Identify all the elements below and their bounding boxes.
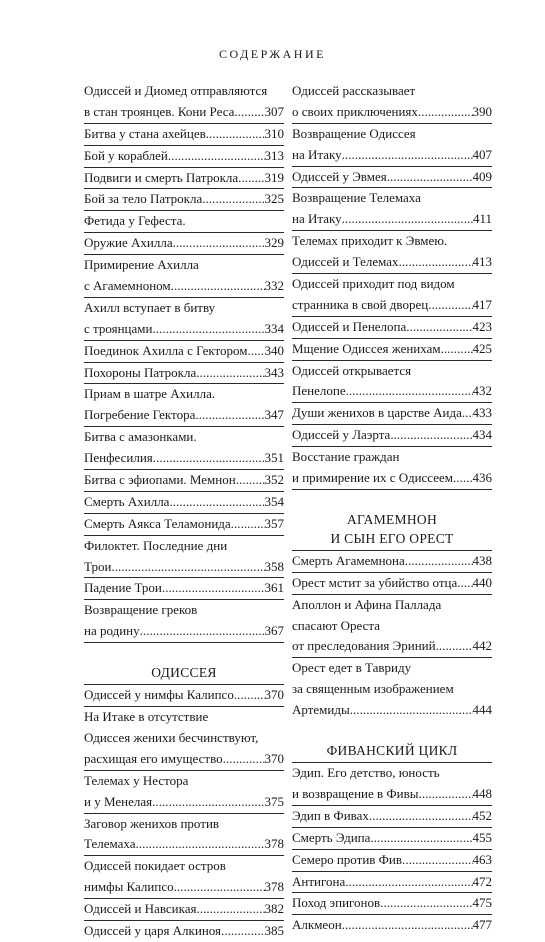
toc-entry-last-line [84,319,284,340]
toc-entry [292,317,492,339]
leader-dots [342,145,473,166]
toc-entry-last-line [292,295,492,316]
toc-entry [292,231,492,274]
toc-entry-last-line [84,276,284,297]
page-number: 367 [264,623,284,639]
page-number: 378 [264,879,284,895]
page-number: 340 [264,342,284,358]
toc-entry-line: Одиссея женихи бесчинствуют, [84,729,259,745]
leader-dots [169,492,264,513]
toc-entry [292,551,492,573]
toc-entry-title: Семеро против Фив [292,851,403,867]
toc-entry-title: странника в свой дворец [292,296,429,312]
toc-entry-last-line [84,470,284,491]
toc-entry [292,81,492,124]
toc-entry-last-line [84,492,284,513]
page-number: 382 [264,901,284,917]
toc-entry [84,492,284,514]
leader-dots [418,102,473,123]
toc-entry [292,872,492,894]
toc-entry [84,578,284,600]
toc-entry [292,167,492,189]
page-number: 463 [472,851,492,867]
toc-entry-last-line [84,146,284,167]
page-number: 385 [264,922,284,938]
toc-entry-title: Артемиды [292,702,350,718]
toc-entry-title: на Итаку [292,211,342,227]
toc-entry [292,124,492,167]
leader-dots [153,448,265,469]
toc-entry-title: на родину [84,623,140,639]
toc-entry-last-line [84,685,284,706]
page-number: 472 [472,873,492,889]
leader-dots [152,319,264,340]
toc-entry-last-line [292,317,492,338]
toc-entry-title: Пенелопе [292,383,346,399]
toc-entry-title: Падение Трои [84,580,162,596]
toc-column-right [292,81,492,936]
spacer [84,643,284,663]
leader-dots [173,233,265,254]
page-title: СОДЕРЖАНИЕ [219,47,326,61]
toc-entry [292,893,492,915]
page-number: 354 [264,493,284,509]
toc-entry [292,806,492,828]
toc-entry-title: и примирение их с Одиссеем [292,470,453,486]
toc-entry [84,298,284,341]
toc-entry-line: Возвращение Одиссея [292,125,416,141]
toc-entry-last-line [84,189,284,210]
toc-entry-last-line [84,233,284,254]
page-number: 347 [264,407,284,423]
leader-dots [342,915,473,936]
toc-entry-title: Поход эпигонов [292,895,381,911]
toc-entry-line: Примирение Ахилла [84,257,199,273]
toc-entry [84,600,284,643]
page-number: 434 [472,427,492,443]
page-number: 411 [472,211,492,227]
toc-entry [84,427,284,470]
toc-entry-last-line [292,102,492,123]
toc-entry-last-line [84,341,284,362]
toc-entry-last-line [84,899,284,920]
toc-group [292,763,492,936]
page-number: 475 [472,895,492,911]
toc-entry-line: Ахилл вступает в битву [84,299,216,315]
page-number: 438 [472,552,492,568]
leader-dots [405,551,473,572]
leader-dots [350,700,473,721]
toc-entry-title: Битва у стана ахейцев [84,125,206,141]
toc-entry-title: от преследования Эриний [292,638,436,654]
page-number: 413 [472,254,492,270]
toc-entry-line: Эдип. Его детство, юность [292,765,440,781]
leader-dots [402,850,472,871]
toc-entry-title: с троянцами [84,320,153,336]
toc-entry-title: и возвращение в Фивы [292,785,419,801]
page-number: 319 [264,169,284,185]
toc-entry-line: Восстание граждан [292,449,400,465]
toc-entry [292,658,492,721]
toc-entry-last-line [292,893,492,914]
toc-entry-last-line [292,468,492,489]
toc-group [84,81,284,643]
toc-entry [84,255,284,298]
toc-entry-last-line [292,828,492,849]
toc-entry-title: Орест мстит за убийство отца [292,574,458,590]
page-number: 432 [472,383,492,399]
toc-entry-title: Бой у кораблей [84,147,168,163]
toc-entry-last-line [292,573,492,594]
page-number: 425 [472,340,492,356]
toc-entry-last-line [84,792,284,813]
page-number: 378 [264,836,284,852]
toc-entry-title: Поединок Ахилла с Гектором [84,342,248,358]
leader-dots [135,834,264,855]
toc-entry-last-line [292,252,492,273]
toc-entry-line: Возвращение греков [84,602,198,618]
toc-entry-line: Филоктет. Последние дни [84,537,228,553]
page-number: 313 [264,147,284,163]
leader-dots [369,806,473,827]
toc-entry [84,81,284,124]
toc-entry-title: Трои [84,558,112,574]
toc-entry [292,763,492,806]
toc-entry [84,856,284,899]
page-number: 329 [264,235,284,251]
toc-entry [292,188,492,231]
toc-entry-last-line [292,425,492,446]
toc-entry [84,363,284,385]
toc-entry-title: Одиссей и Телемах [292,254,399,270]
leader-dots [171,276,265,297]
toc-entry-title: Пенфесилия [84,450,153,466]
toc-entry-line: Аполлон и Афина Паллада [292,596,442,612]
toc-entry-title: Похороны Патрокла [84,364,197,380]
toc-entry-last-line [292,806,492,827]
leader-dots [221,921,264,942]
toc-entry-title: о своих приключениях [292,103,418,119]
toc-entry-last-line [292,403,492,424]
page-number: 409 [472,168,492,184]
toc-entry-line: Телемах приходит к Эвмею. [292,233,448,249]
toc-entry-title: Подвиги и смерть Патрокла [84,169,239,185]
toc-entry [84,685,284,707]
toc-entry-title: в стан троянцев. Кони Реса [84,103,235,119]
page-number: 442 [472,638,492,654]
toc-entry-title: Мщение Одиссея женихам [292,340,441,356]
toc-entry [292,361,492,404]
page-number: 370 [264,750,284,766]
toc-entry-last-line [292,209,492,230]
leader-dots [174,877,265,898]
toc-entry-last-line [84,749,284,770]
toc-entry [84,168,284,190]
leader-dots [168,146,265,167]
toc-entry-line: На Итаке в отсутствие [84,709,209,725]
toc-entry-line: Одиссей и Диомед отправляются [84,83,268,98]
toc-entry [292,915,492,936]
toc-entry-last-line [84,834,284,855]
toc-entry [84,124,284,146]
toc-entry-title: Смерть Агамемнона [292,552,405,568]
page-number: 334 [264,320,284,336]
toc-entry-line: Одиссей открывается [292,362,412,378]
toc-entry-last-line [292,167,492,188]
leader-dots [441,339,473,360]
toc-entry-title: с Агамемноном [84,278,171,294]
toc-entry [84,814,284,857]
spacer [292,721,492,741]
toc-entry [84,146,284,168]
leader-dots [453,468,473,489]
toc-entry-title: Смерть Аякса Теламонида [84,515,231,531]
toc-entry-last-line [84,102,284,123]
toc-entry-title: Одиссей у нимфы Калипсо [84,687,234,703]
toc-entry-title: Одиссей и Навсикая [84,901,197,917]
page-number: 325 [264,191,284,207]
toc-entry-line: Телемах у Нестора [84,772,189,788]
toc-entry [292,425,492,447]
toc-entry-last-line [292,850,492,871]
toc-entry-title: Одиссей и Пенелопа [292,318,407,334]
toc-entry-title: Души женихов в царстве Аида [292,405,462,421]
toc-entry-line: Одиссей покидает остров [84,858,226,874]
toc-entry [292,339,492,361]
toc-entry-line: за священным изображением [292,681,454,697]
toc-entry [84,233,284,255]
toc-entry-last-line [292,145,492,166]
toc-entry-line: Битва с амазонками. [84,429,197,445]
page-number: 407 [472,146,492,162]
toc-entry-title: Эдип в Фивах [292,807,369,823]
toc-entry-title: нимфы Калипсо [84,879,174,895]
toc-entry-title: Антигона [292,873,346,889]
page-number: 332 [264,278,284,294]
page-number: 310 [264,125,284,141]
toc-entry-title: на Итаку [292,146,342,162]
leader-dots [370,828,472,849]
section-heading-theban: ФИВАНСКИЙ ЦИКЛ [292,741,492,763]
leader-dots [234,685,265,706]
toc-entry [292,595,492,659]
toc-entry [292,850,492,872]
toc-entry [84,536,284,579]
toc-entry-last-line [84,124,284,145]
toc-entry-last-line [292,700,492,721]
toc-entry [292,828,492,850]
page-number: 375 [264,793,284,809]
leader-dots [238,168,264,189]
toc-entry-line: Возвращение Телемаха [292,190,421,206]
leader-dots [419,784,473,805]
page-number: 370 [264,687,284,703]
leader-dots [223,749,265,770]
page-number: 343 [264,364,284,380]
leader-dots [234,102,264,123]
page-number: 440 [472,574,492,590]
toc-entry [84,384,284,427]
toc-entry-title: Смерть Эдипа [292,829,371,845]
leader-dots [387,167,473,188]
toc-entry-last-line [84,405,284,426]
leader-dots [248,341,265,362]
leader-dots [390,425,472,446]
toc-entry-title: Алкмеон [292,917,342,933]
toc-entry-last-line [292,784,492,805]
section-heading-agamemnon: АГАМЕМНОН [346,511,438,527]
toc-entry-title: Бой за тело Патрокла [84,191,203,207]
page-number: 433 [472,405,492,421]
toc-entry-last-line [84,921,284,942]
toc-entry-title: Фетида у Гефеста. [84,213,186,229]
toc-entry-line: Орест едет в Тавриду [292,660,412,676]
toc-entry-last-line [292,551,492,572]
leader-dots [231,514,265,535]
toc-entry-title: Одиссей у Лаэрта [292,427,391,443]
page-number: 390 [472,103,492,119]
page-number: 358 [264,558,284,574]
toc-entry [84,189,284,211]
toc-group [292,551,492,721]
leader-dots [457,573,472,594]
toc-entry [84,899,284,921]
page-number: 452 [472,807,492,823]
toc-entry-title: Телемаха [84,836,136,852]
leader-dots [380,893,472,914]
leader-dots [195,405,264,426]
leader-dots [206,124,265,145]
toc-entry [292,447,492,490]
section-heading-agamemnon-subtitle: И СЫН ЕГО ОРЕСТ [292,529,492,551]
leader-dots [399,252,473,273]
toc-entry [84,771,284,814]
page-number: 444 [472,702,492,718]
page-number: 455 [472,829,492,845]
toc-entry [84,707,284,771]
toc-entry-title: и у Менелая [84,793,153,809]
leader-dots [152,792,264,813]
page-number: 417 [472,296,492,312]
leader-dots [462,403,473,424]
toc-entry-last-line [84,557,284,578]
page-number: 352 [264,472,284,488]
toc-column-left [84,81,284,942]
toc-entry-line: Одиссей рассказывает [292,83,416,98]
toc-entry-title: Смерть Ахилла [84,493,170,509]
toc-entry-last-line [292,339,492,360]
toc-entry [84,921,284,942]
toc-entry-last-line [84,514,284,535]
toc-entry-title: расхищая его имущество [84,750,223,766]
page-number: 357 [264,515,284,531]
leader-dots [202,189,264,210]
leader-dots [111,557,264,578]
toc-entry-last-line [84,448,284,469]
toc-group [84,685,284,942]
leader-dots [406,317,472,338]
leader-dots [346,381,473,402]
toc-entry [84,470,284,492]
leader-dots [197,899,265,920]
leader-dots [236,470,265,491]
toc-entry-last-line [84,877,284,898]
toc-entry-line: Заговор женихов против [84,815,220,831]
toc-entry [84,211,284,233]
page-number: 448 [472,785,492,801]
toc-entry [84,341,284,363]
page-number: 436 [472,470,492,486]
toc-entry-title: Погребение Гектора [84,407,196,423]
page-number: 423 [472,318,492,334]
leader-dots [342,209,473,230]
toc-entry-line: Одиссей приходит под видом [292,276,455,292]
toc-entry-last-line [292,915,492,936]
toc-entry [292,403,492,425]
toc-entry-title: Одиссей у Эвмея [292,168,387,184]
toc-entry-last-line [292,381,492,402]
leader-dots [436,636,473,657]
leader-dots [140,621,265,642]
toc-entry-last-line [292,636,492,657]
toc-entry [292,573,492,595]
toc-entry-last-line [84,621,284,642]
leader-dots [196,363,264,384]
page-number: 361 [264,580,284,596]
toc-group [292,81,492,490]
page-number: 477 [472,917,492,933]
page-number: 351 [264,450,284,466]
toc-entry-last-line [84,168,284,189]
spacer [292,490,492,510]
toc-entry [292,274,492,317]
leader-dots [428,295,472,316]
toc-entry-line: спасают Ореста [292,617,381,633]
toc-entry-last-line [84,211,284,232]
toc-entry [84,514,284,536]
toc-entry-line: Приам в шатре Ахилла. [84,386,216,402]
toc-entry-title: Битва с эфиопами. Мемнон [84,472,236,488]
toc-entry-title: Оружие Ахилла [84,235,173,251]
toc-entry-last-line [292,872,492,893]
toc-entry-title: Одиссей у царя Алкиноя [84,922,222,938]
section-heading-odyssey: ОДИССЕЯ [84,663,284,685]
page-number: 307 [264,103,284,119]
leader-dots [162,578,265,599]
leader-dots [345,872,472,893]
toc-entry-last-line [84,363,284,384]
toc-entry-last-line [84,578,284,599]
